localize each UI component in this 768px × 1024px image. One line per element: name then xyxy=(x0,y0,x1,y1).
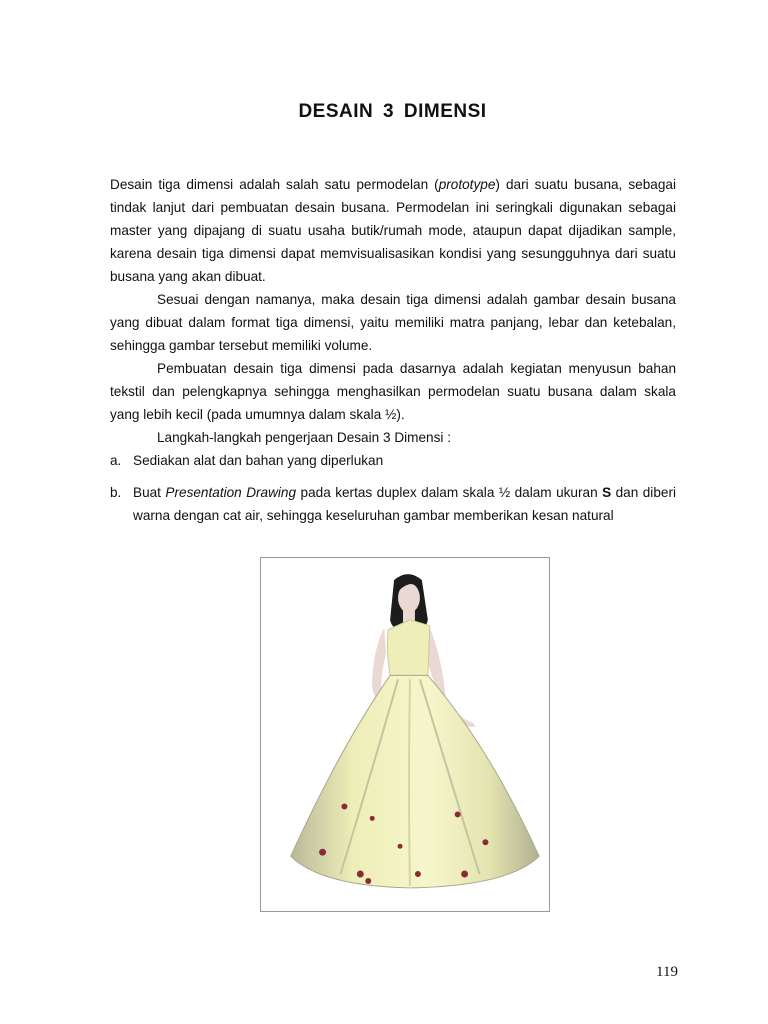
paragraph-2: Sesuai dengan namanya, maka desain tiga dimensi adalah gambar desain busana yang dibuat dalam format tiga dimensi, yaitu memiliki matra panjang, lebar dan ketebalan, sehingga gambar tersebut memiliki volume. xyxy=(110,292,676,353)
skirt-flower xyxy=(415,871,421,877)
list-marker-a: a. xyxy=(110,453,122,468)
skirt-fold xyxy=(409,679,410,886)
list-item-b-bold-size: S xyxy=(602,485,612,500)
list-item-b-text-end: dan diberi warna dengan cat air, sehingga keseluruhan gambar memberikan kesan natural xyxy=(133,485,676,523)
list-item-a xyxy=(110,449,676,472)
steps-list xyxy=(110,449,676,527)
skirt-flower xyxy=(341,804,347,810)
skirt-flower xyxy=(455,811,461,817)
skirt-flower xyxy=(398,844,403,849)
skirt-flower xyxy=(482,839,488,845)
skirt-flower xyxy=(357,871,364,878)
list-item-b-text-start: Buat xyxy=(133,485,166,500)
list-item-b-text-middle: pada kertas duplex dalam skala ½ dalam ukuran xyxy=(296,485,603,500)
paragraph-1-text-start: Desain tiga dimensi adalah salah satu permodelan ( xyxy=(110,177,439,192)
bodice xyxy=(387,620,429,676)
skirt-flower xyxy=(461,871,468,878)
paragraph-1 xyxy=(110,173,676,288)
skirt-flower xyxy=(319,849,326,856)
skirt-flower xyxy=(365,878,371,884)
paragraph-1-italic-term: prototype xyxy=(438,177,496,192)
body-text xyxy=(110,173,676,527)
paragraph-1-text-end: ) dari suatu busana, sebagai tindak lanjut dari pembuatan desain busana. Permodelan ini seringkali digunakan sebagai master yang dipajang di suatu usaha butik/rumah mode, ataupun dapat dijadikan sample, karena desain tiga dimensi dapat memvisualisasikan kondisi yang sesungguhnya dari suatu busana yang akan dibuat. xyxy=(110,177,676,284)
gown-illustration xyxy=(260,557,550,912)
list-item-a-text: Sediakan alat dan bahan yang diperlukan xyxy=(133,453,384,468)
gown-drawing xyxy=(261,558,549,911)
list-marker-b: b. xyxy=(110,485,122,500)
page-number: 119 xyxy=(656,964,678,980)
list-item-b xyxy=(110,481,676,527)
list-item-b-italic-term: Presentation Drawing xyxy=(165,485,297,500)
page-title: DESAIN 3 DIMENSI xyxy=(298,101,487,122)
paragraph-4: Langkah-langkah pengerjaan Desain 3 Dimensi : xyxy=(157,430,451,445)
skirt-flower xyxy=(370,816,375,821)
skirt xyxy=(291,675,539,888)
paragraph-3: Pembuatan desain tiga dimensi pada dasarnya adalah kegiatan menyusun bahan tekstil dan pelengkapnya sehingga menghasilkan permodelan suatu busana dalam skala yang lebih kecil (pada umumnya dalam skala ½). xyxy=(110,361,676,422)
